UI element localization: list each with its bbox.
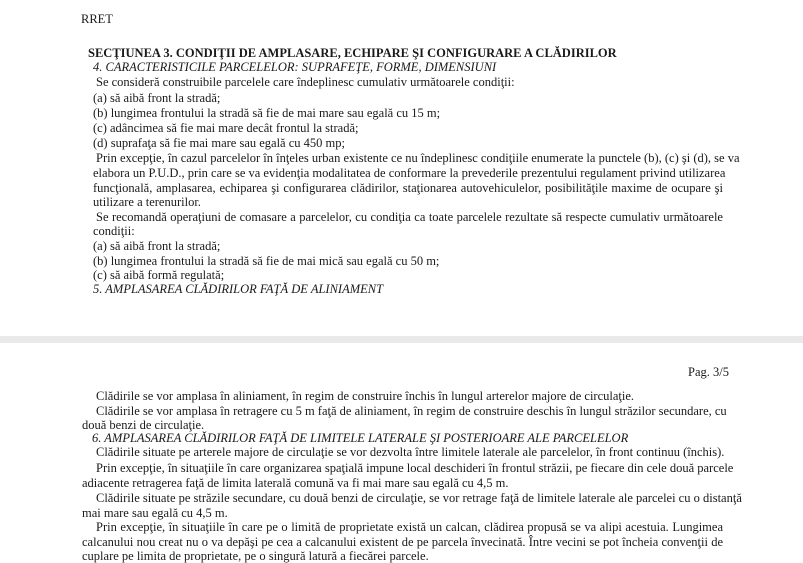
list-item: (a) să aibă front la stradă; xyxy=(93,91,221,105)
paragraph-line: Clădirile situate pe străzile secundare, cu două benzi de circulaţie, se vor retrage faţă de limitele laterale ale parcelei cu o distanţă xyxy=(96,491,742,505)
paragraph-line: Prin excepţie, în situaţiile în care pe o limită de proprietate există un calcan, clădirea propusă se va alipi acestuia. Lungimea xyxy=(96,520,723,534)
heading-4: 4. CARACTERISTICILE PARCELELOR: SUPRAFEŢE, FORME, DIMENSIUNI xyxy=(93,60,497,74)
paragraph-line: calcanului nou creat nu o va depăşi pe cea a calcanului existent de pe parcela învecinată. Între vecini se pot încheia convenţii de xyxy=(82,535,723,549)
paragraph-line: Clădirile se vor amplasa în aliniament, în regim de construire închis în lungul arterelor majore de circulaţie. xyxy=(96,389,635,403)
paragraph-line: utilizare a terenurilor. xyxy=(93,195,201,209)
paragraph-line: mai mare sau egală cu 4,5 m. xyxy=(82,506,228,520)
paragraph-line: Prin excepţie, în situaţiile în care organizarea spaţială impune local deschideri în frontul străzii, pe fiecare din cele două parcele xyxy=(96,461,734,475)
paragraph-line: Se consideră construibile parcelele care îndeplinesc cumulativ următoarele condiţii: xyxy=(96,75,515,89)
paragraph-line: Prin excepţie, în cazul parcelelor în înţeles urban existente ce nu îndeplinesc condiţiile enumerate la punctele (b), (c) şi (d), se va xyxy=(96,151,740,165)
paragraph-line: Se recomandă operaţiuni de comasare a parcelelor, cu condiţia ca toate parcelele rezultate să respecte cumulativ următoarele xyxy=(96,210,723,224)
list-item: (c) adâncimea să fie mai mare decât frontul la stradă; xyxy=(93,121,359,135)
list-item: (a) să aibă front la stradă; xyxy=(93,239,221,253)
paragraph-line: Clădirile situate pe arterele majore de circulaţie se vor dezvolta între limitele laterale ale parcelelor, în front continuu (închis). xyxy=(96,445,725,459)
list-item: (c) să aibă formă regulată; xyxy=(93,268,225,282)
list-item: (d) suprafaţa să fie mai mare sau egală cu 450 mp; xyxy=(93,136,345,150)
list-item: (b) lungimea frontului la stradă să fie de mai mare sau egală cu 15 m; xyxy=(93,106,441,120)
paragraph-line: funcţională, amplasarea, echiparea şi configurarea clădirilor, staţionarea autovehiculelor, posibilităţile maxime de ocupare şi xyxy=(93,181,723,195)
page-header: RRET xyxy=(81,12,113,26)
paragraph-line: elabora un P.U.D., prin care se va evidenţia modalitatea de conformare la prevederile prezentului regulament privind utilizarea xyxy=(93,166,726,180)
paragraph-line: Clădirile se vor amplasa în retragere cu 5 m faţă de aliniament, în regim de construire deschis în lungul străzilor secundare, cu xyxy=(96,404,727,418)
document-page-2 xyxy=(0,343,803,563)
paragraph-line: adiacente retragerea faţă de limita laterală comună va fi mai mare sau egală cu 4,5 m. xyxy=(82,476,509,490)
heading-5: 5. AMPLASAREA CLĂDIRILOR FAŢĂ DE ALINIAMENT xyxy=(93,282,384,296)
paragraph-line: cuplare pe limita de proprietate, pe o singură latură a fiecărei parcele. xyxy=(82,549,429,563)
list-item: (b) lungimea frontului la stradă să fie de mai mică sau egală cu 50 m; xyxy=(93,254,440,268)
section-title: SECŢIUNEA 3. CONDIŢII DE AMPLASARE, ECHIPARE ŞI CONFIGURARE A CLĂDIRILOR xyxy=(88,46,617,60)
paragraph-line: condiţii: xyxy=(93,224,135,238)
page-number: Pag. 3/5 xyxy=(688,365,729,379)
heading-6: 6. AMPLASAREA CLĂDIRILOR FAŢĂ DE LIMITELE LATERALE ŞI POSTERIOARE ALE PARCELELOR xyxy=(92,431,629,445)
paragraph-line: două benzi de circulaţie. xyxy=(82,418,205,432)
